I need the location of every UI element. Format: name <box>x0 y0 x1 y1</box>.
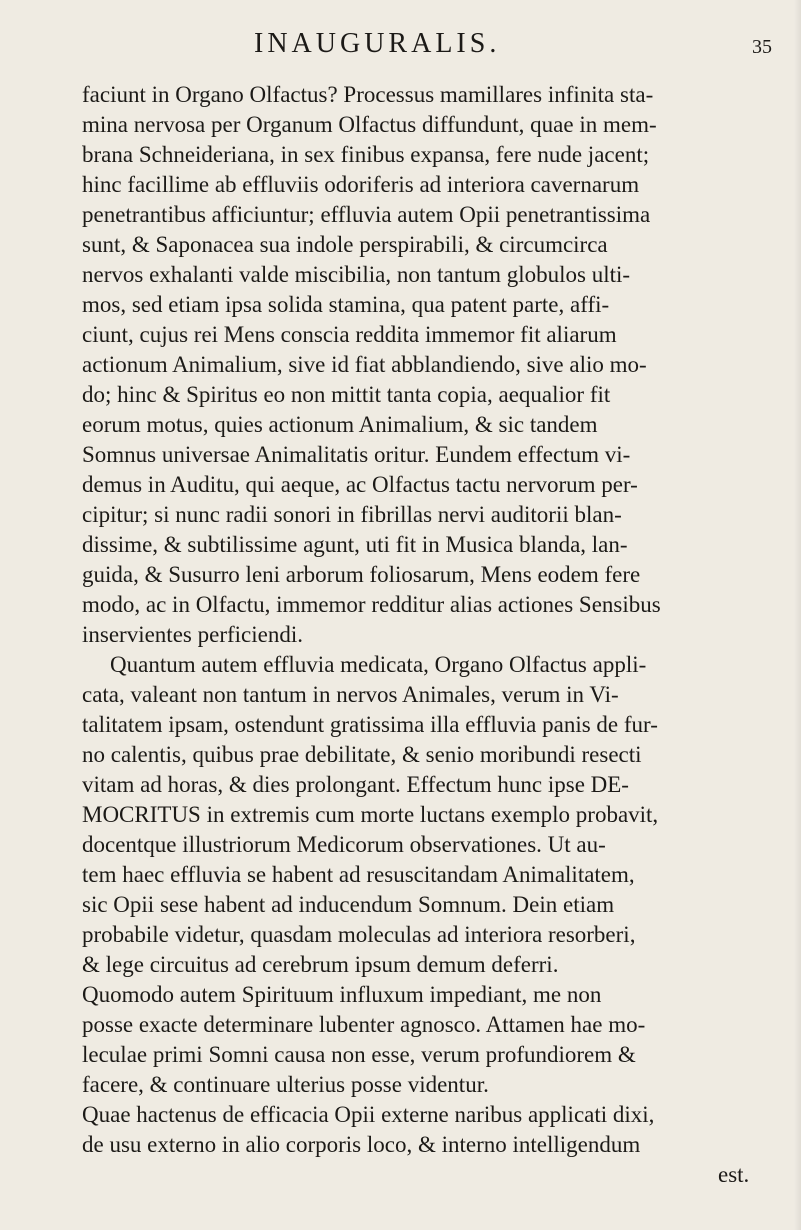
page-number: 35 <box>752 36 772 58</box>
text-line: hinc facillime ab effluviis odoriferis ad interiora cavernarum <box>82 172 640 197</box>
text-line: brana Schneideriana, in sex finibus expansa, fere nude jacent; <box>82 142 650 167</box>
text-line: sic Opii sese habent ad inducendum Somnum. Dein etiam <box>82 892 615 917</box>
text-line: Somnus universae Animalitatis oritur. Eundem effectum vi- <box>82 442 631 467</box>
text-line: posse exacte determinare lubenter agnosco. Attamen hae mo- <box>82 1012 646 1037</box>
text-line: cata, valeant non tantum in nervos Animales, verum in Vi- <box>82 682 619 707</box>
text-line: actionum Animalium, sive id fiat abblandiendo, sive alio mo- <box>82 352 647 377</box>
text-line: do; hinc & Spiritus eo non mittit tanta copia, aequalior fit <box>82 382 611 407</box>
text-line: dissime, & subtilissime agunt, uti fit in Musica blanda, lan- <box>82 532 628 557</box>
text-line: sunt, & Saponacea sua indole perspirabili, & circumcirca <box>82 232 608 257</box>
text-line: ciunt, cujus rei Mens conscia reddita immemor fit aliarum <box>82 322 617 347</box>
text-line: de usu externo in alio corporis loco, & interno intelligendum <box>82 1132 641 1157</box>
text-line: MOCRITUS in extremis cum morte luctans exemplo probavit, <box>82 802 659 827</box>
text-line: & lege circuitus ad cerebrum ipsum demum deferri. <box>82 952 559 977</box>
text-line: modo, ac in Olfactu, immemor redditur alias actiones Sensibus <box>82 592 661 617</box>
text-line: no calentis, quibus prae debilitate, & senio moribundi resecti <box>82 742 642 767</box>
text-line: facere, & continuare ulterius posse videntur. <box>82 1072 489 1097</box>
text-line: docentque illustriorum Medicorum observationes. Ut au- <box>82 832 606 857</box>
text-line: talitatem ipsam, ostendunt gratissima illa effluvia panis de fur- <box>82 712 658 737</box>
page-edge-shadow <box>794 0 801 1230</box>
text-line: Quomodo autem Spirituum influxum impediant, me non <box>82 982 602 1007</box>
text-line: vitam ad horas, & dies prolongant. Effectum hunc ipse DE- <box>82 772 629 797</box>
text-line: nervos exhalanti valde miscibilia, non tantum globulos ulti- <box>82 262 631 287</box>
text-line: est. <box>718 1162 750 1187</box>
text-line: guida, & Susurro leni arborum foliosarum, Mens eodem fere <box>82 562 641 587</box>
text-line: mos, sed etiam ipsa solida stamina, qua patent parte, affi- <box>82 292 610 317</box>
text-line: Quantum autem effluvia medicata, Organo Olfactus appli- <box>110 652 647 677</box>
text-line: tem haec effluvia se habent ad resuscitandam Animalitatem, <box>82 862 635 887</box>
text-line: inservientes perficiendi. <box>82 622 303 647</box>
text-line: demus in Auditu, qui aeque, ac Olfactus tactu nervorum per- <box>82 472 638 497</box>
page-header <box>0 20 801 60</box>
text-line: faciunt in Organo Olfactus? Processus mamillares infinita sta- <box>82 82 654 107</box>
text-line: probabile videtur, quasdam moleculas ad interiora resorberi, <box>82 922 636 947</box>
text-line: penetrantibus afficiuntur; effluvia autem Opii penetrantissima <box>82 202 651 227</box>
text-line: leculae primi Somni causa non esse, verum profundiorem & <box>82 1042 636 1067</box>
text-line: cipitur; si nunc radii sonori in fibrillas nervi auditorii blan- <box>82 502 622 527</box>
running-title: INAUGURALIS. <box>254 28 501 59</box>
text-line: eorum motus, quies actionum Animalium, & sic tandem <box>82 412 598 437</box>
text-line: Quae hactenus de efficacia Opii externe naribus applicati dixi, <box>82 1102 655 1127</box>
text-line: mina nervosa per Organum Olfactus diffundunt, quae in mem- <box>82 112 657 137</box>
